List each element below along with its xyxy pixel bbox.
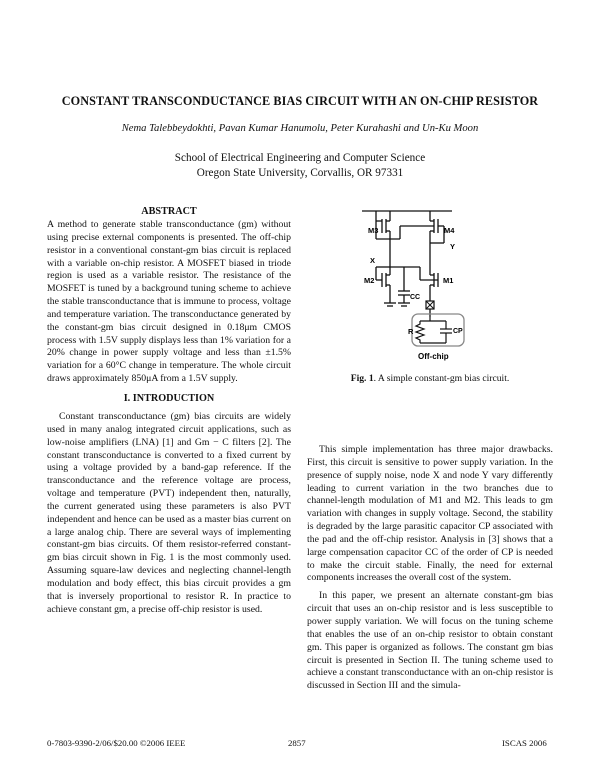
introduction-heading: I. INTRODUCTION: [123, 392, 215, 404]
label-m4: M4: [444, 226, 455, 235]
label-offchip: Off-chip: [418, 352, 449, 361]
right-paragraph-2: In this paper, we present an alternate constant-gm bias circuit that uses an on-chip resistor and is less susceptible to power supply variation. We will focus on the tuning scheme that enables the use of an on-chip resistor to obtain constant gm. This paper is organized as follows. The constant gm bias circuit is presented in Section II. The tuning scheme used to achieve a constant transconductance with an on-chip resistor is discussed in Section III and the simula-: [307, 590, 553, 692]
label-m2: M2: [364, 276, 375, 285]
author-list: Nema Talebbeydokhti, Pavan Kumar Hanumolu, Peter Kurahashi and Un-Ku Moon: [121, 123, 479, 134]
abstract-heading: ABSTRACT: [141, 206, 197, 217]
right-column: [307, 444, 553, 693]
label-m3: M3: [368, 226, 379, 235]
figure-caption-text: . A simple constant-gm bias circuit.: [373, 373, 510, 384]
abstract-text: A method to generate stable transconductance (gm) without using precise external components is presented. The off-chip resistor in a conventional constant-gm bias circuit is replaced with a variable on-chip resistor. A MOSFET biased in triode region is used as a variable resistor. The resistance of the MOSFET is tuned by a background tuning scheme to achieve the stable transconductance that is immune to process, voltage and temperature variation. The transconductance generated by the constant-gm bias circuit designed in 0.18μm CMOS process with 1.5V supply displays less than 1% variation for a 20% change in power supply voltage and less than ±1.5% variation for a 60°C change in temperature. The whole circuit draws approximately 850μA from a 1.5V supply.: [47, 219, 291, 385]
label-y: Y: [450, 242, 456, 251]
label-x: X: [370, 256, 376, 265]
label-cp: CP: [453, 328, 463, 335]
label-r: R: [408, 327, 414, 336]
circuit-figure: [340, 203, 480, 363]
figure-caption-label: Fig. 1: [350, 373, 374, 384]
figure-caption: [307, 373, 553, 384]
label-cc: CC: [410, 294, 421, 301]
right-paragraph-1: This simple implementation has three major drawbacks. First, this circuit is sensitive to power supply variation. In the presence of supply noise, node X and node Y vary differently leading to current variation in the two branches due to channel-length modulation of M1 and M2. This leads to gm variation with changes in supply voltage. Second, the stability is degraded by the large parasitic capacitor CP associated with the pad and the off-chip resistor. Analysis in [3] shows that a large compensation capacitor CC of the order of CP is needed to make the circuit stable. Finally, the need for external components increases the overall cost of the system.: [307, 444, 553, 584]
left-column: [47, 205, 291, 616]
footer-page-number: 2857: [288, 738, 306, 748]
affiliation: [0, 151, 600, 181]
paper-title: CONSTANT TRANSCONDUCTANCE BIAS CIRCUIT WITH AN ON-CHIP RESISTOR: [61, 94, 539, 108]
label-m1: M1: [443, 276, 454, 285]
introduction-paragraph-1: Constant transconductance (gm) bias circuits are widely used in many analog integrated circuit applications, such as low-noise amplifiers (LNA) [1] and Gm − C filters [2]. The constant transconductance is converted to a fixed current by using a voltage provided by a band-gap reference. If the transconductance and the reference voltage are process, voltage and temperature (PVT) independent then, naturally, the current generated using these parameters is also PVT independent and hence can be used as a master bias current on a large analog chip. There are several ways of implementing constant-gm bias circuits. Of them resistor-referred constant-gm bias circuit shown in Fig. 1 is the most commonly used. Assuming square-law devices and neglecting channel-length modulation and body effect, this bias circuit provides a gm that is inversely proportional to resistor R. In practice to achieve constant gm, a precise off-chip resistor is used.: [47, 410, 291, 615]
footer-venue: ISCAS 2006: [502, 738, 547, 748]
affiliation-line-2: Oregon State University, Corvallis, OR 97331: [196, 167, 404, 179]
affiliation-line-1: School of Electrical Engineering and Computer Science: [174, 152, 426, 164]
resistor-r: [416, 321, 424, 343]
footer-copyright: 0-7803-9390-2/06/$20.00 ©2006 IEEE: [47, 738, 186, 748]
